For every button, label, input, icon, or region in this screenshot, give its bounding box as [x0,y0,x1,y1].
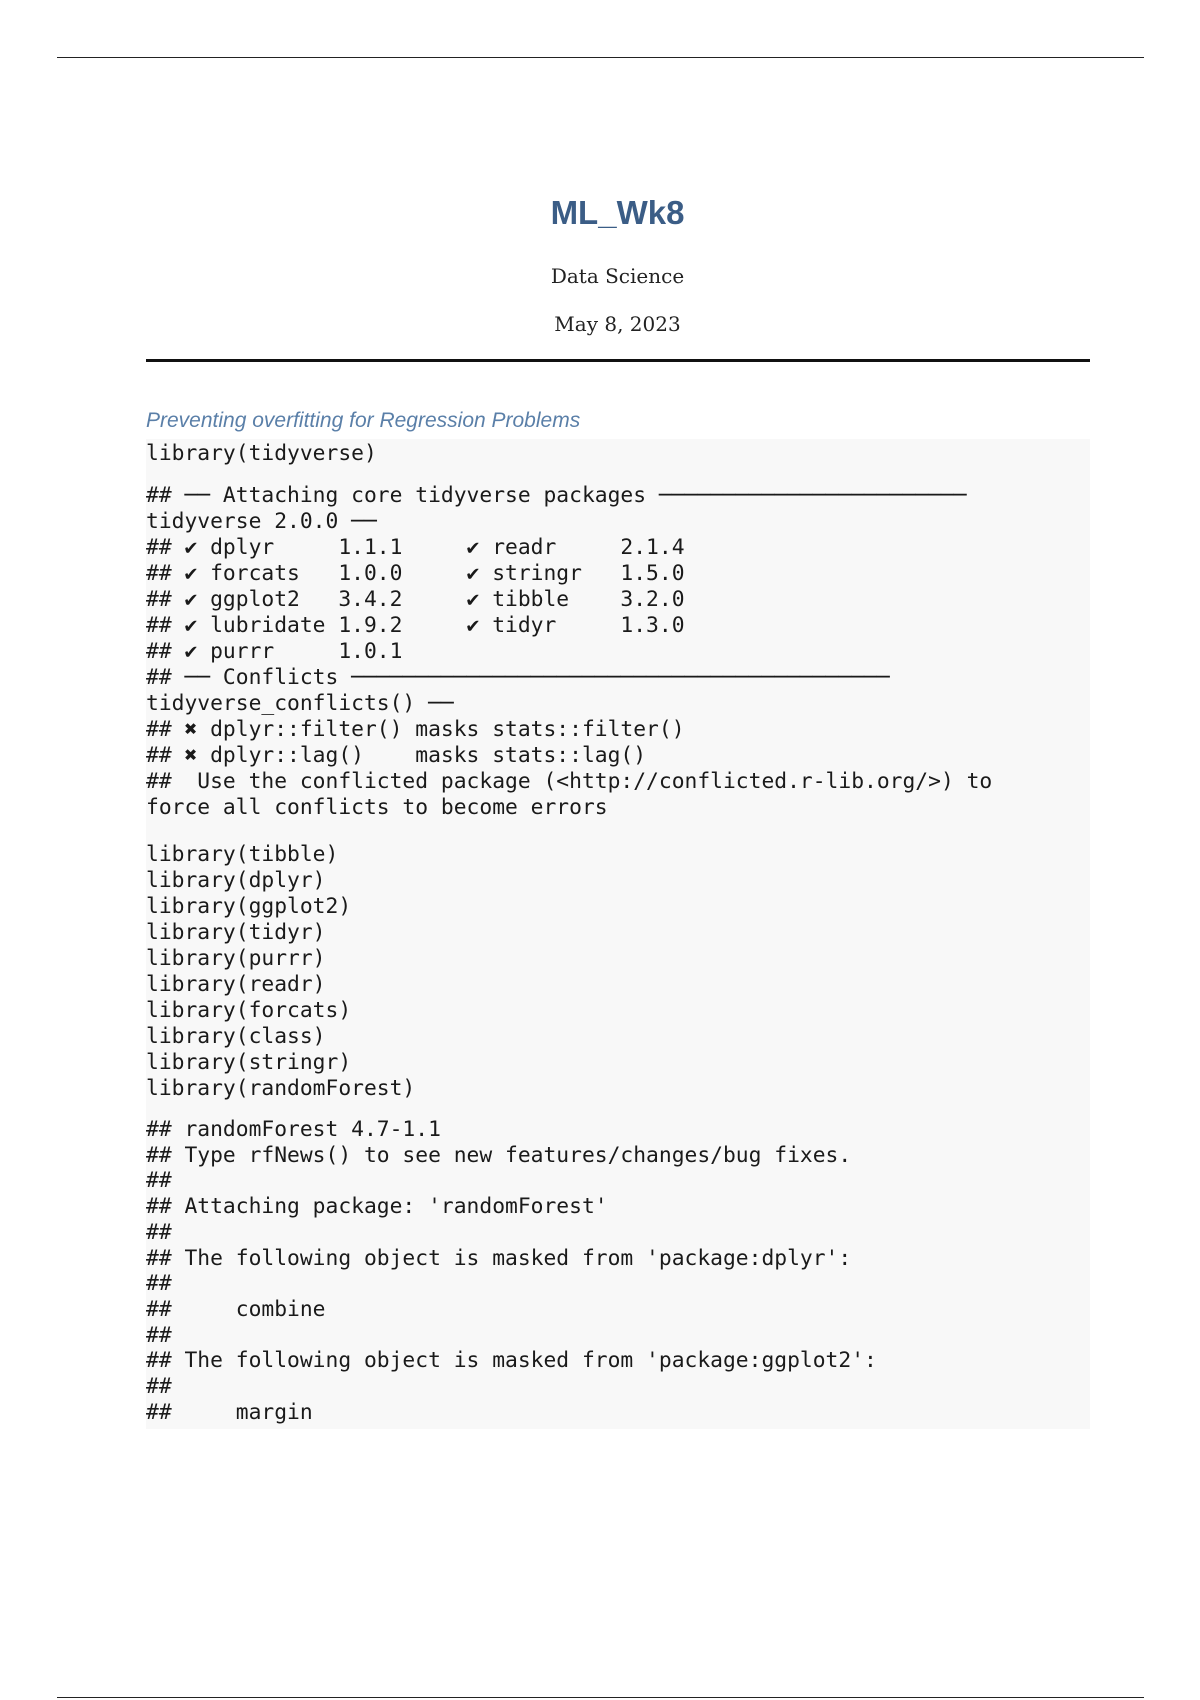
code-output-line: ## ✔ forcats 1.0.0 ✔ stringr 1.5.0 [146,561,685,586]
code-output-line: ## ✔ lubridate 1.9.2 ✔ tidyr 1.3.0 [146,613,685,638]
code-input-line: library(randomForest) [146,1076,416,1101]
code-input-line: library(forcats) [146,998,352,1023]
code-output-line: ## [146,1219,172,1245]
section-heading: Preventing overfitting for Regression Problems [146,409,581,432]
code-output-line: tidyverse 2.0.0 ── [146,509,377,534]
code-output-line: ## Use the conflicted package (<http://conflicted.r-lib.org/>) to [146,769,993,794]
page-top-rule [57,57,1144,58]
code-output-line: ## [146,1374,172,1399]
code-output-line: ## ✔ ggplot2 3.4.2 ✔ tibble 3.2.0 [146,587,685,612]
code-output-line: ## ── Conflicts ────────────────────────────────────────── [146,665,890,690]
code-output-line: ## Type rfNews() to see new features/changes/bug fixes. [146,1142,852,1168]
code-input-line: library(stringr) [146,1050,352,1075]
code-input-line: library(purrr) [146,946,326,971]
code-output-line: ## margin [146,1399,313,1425]
code-output-line: ## ✔ dplyr 1.1.1 ✔ readr 2.1.4 [146,535,685,560]
code-output-line: tidyverse_conflicts() ── [146,691,454,716]
code-output-line: ## [146,1322,172,1348]
code-output-line: ## [146,1168,172,1194]
code-output-line: ## The following object is masked from 'package:ggplot2': [146,1348,877,1374]
page-bottom-rule [57,1697,1144,1698]
code-input-line: library(class) [146,1024,326,1049]
code-input-line: library(tibble) [146,842,339,867]
code-input-line: library(tidyr) [146,920,326,945]
code-output-line: ## Attaching package: 'randomForest' [146,1194,608,1220]
code-output-line: ## randomForest 4.7-1.1 [146,1117,441,1142]
code-output-line: ## ── Attaching core tidyverse packages ──────────────────────── [146,483,967,508]
code-input-line: library(ggplot2) [146,894,352,919]
document-title: ML_Wk8 [550,194,685,231]
code-output-line: ## combine [146,1296,326,1322]
code-output-line: force all conflicts to become errors [146,795,608,820]
document-author: Data Science [550,264,685,288]
code-output-line: ## ✖ dplyr::filter() masks stats::filter() [146,717,685,742]
code-output-line: ## [146,1271,172,1297]
code-input-line: library(dplyr) [146,868,326,893]
code-output-line: ## ✖ dplyr::lag() masks stats::lag() [146,743,647,768]
code-output-line: ## The following object is masked from 'package:dplyr': [146,1245,852,1271]
code-output-line: ## ✔ purrr 1.0.1 [146,639,403,664]
code-input-line: library(tidyverse) [146,441,377,466]
document-date: May 8, 2023 [554,312,681,336]
code-input-line: library(readr) [146,972,326,997]
title-divider [146,359,1090,362]
